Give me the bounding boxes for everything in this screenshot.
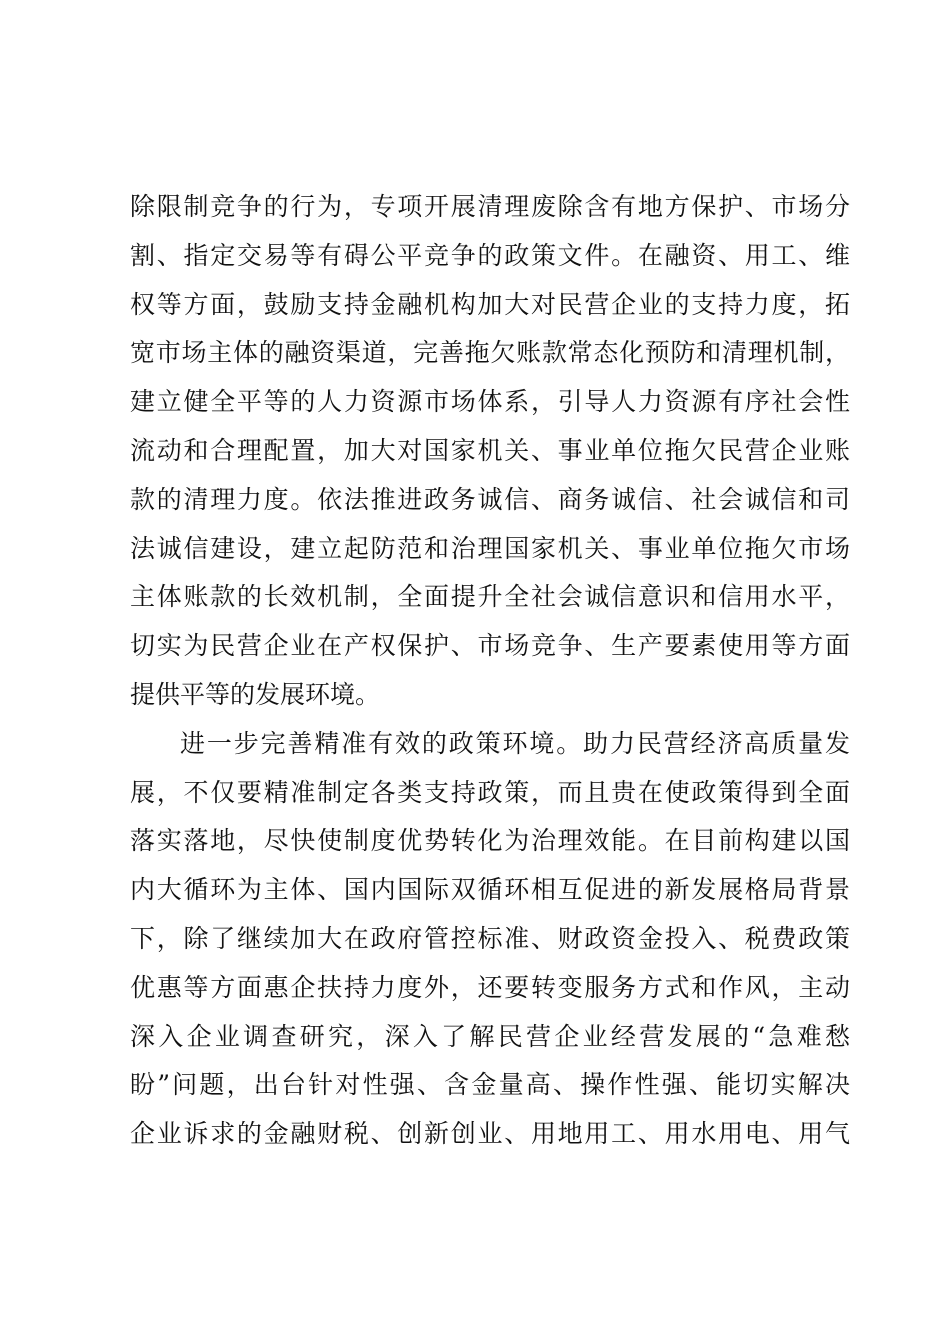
paragraph-1-line-11: 提供平等的发展环境。 <box>130 679 381 709</box>
paragraph-2-line-8: 盼”问题，出台针对性强、含金量高、操作性强、能切实解决 <box>130 1070 850 1100</box>
paragraph-1-line-5: 建立健全平等的人力资源市场体系，引导人力资源有序社会性 <box>130 387 850 417</box>
paragraph-1-line-10: 切实为民营企业在产权保护、市场竞争、生产要素使用等方面 <box>130 631 850 661</box>
paragraph-1-line-2: 割、指定交易等有碍公平竞争的政策文件。在融资、用工、维 <box>130 240 850 270</box>
paragraph-1-line-6: 流动和合理配置，加大对国家机关、事业单位拖欠民营企业账 <box>130 435 850 465</box>
paragraph-2-line-6: 优惠等方面惠企扶持力度外，还要转变服务方式和作风，主动 <box>130 972 850 1002</box>
body-text <box>130 183 850 1159</box>
paragraph-1-line-9: 主体账款的长效机制，全面提升全社会诚信意识和信用水平， <box>130 582 850 612</box>
paragraph-2-line-1: 进一步完善精准有效的政策环境。助力民营经济高质量发 <box>180 728 850 758</box>
paragraph-1-line-3: 权等方面，鼓励支持金融机构加大对民营企业的支持力度，拓 <box>130 289 850 319</box>
paragraph-2-line-3: 落实落地，尽快使制度优势转化为治理效能。在目前构建以国 <box>130 826 850 856</box>
paragraph-2-line-2: 展，不仅要精准制定各类支持政策，而且贵在使政策得到全面 <box>130 777 850 807</box>
paragraph-1-line-7: 款的清理力度。依法推进政务诚信、商务诚信、社会诚信和司 <box>130 484 850 514</box>
paragraph-1-line-8: 法诚信建设，建立起防范和治理国家机关、事业单位拖欠市场 <box>130 533 850 563</box>
paragraph-2-line-4: 内大循环为主体、国内国际双循环相互促进的新发展格局背景 <box>130 875 850 905</box>
paragraph-1-line-4: 宽市场主体的融资渠道，完善拖欠账款常态化预防和清理机制， <box>130 338 850 368</box>
paragraph-2-line-5: 下，除了继续加大在政府管控标准、财政资金投入、税费政策 <box>130 923 850 953</box>
paragraph-2-line-7: 深入企业调查研究，深入了解民营企业经营发展的“急难愁 <box>130 1021 850 1051</box>
paragraph-1-line-1: 除限制竞争的行为，专项开展清理废除含有地方保护、市场分 <box>130 192 850 221</box>
paragraph-2-line-9: 企业诉求的金融财税、创新创业、用地用工、用水用电、用气 <box>130 1119 850 1149</box>
